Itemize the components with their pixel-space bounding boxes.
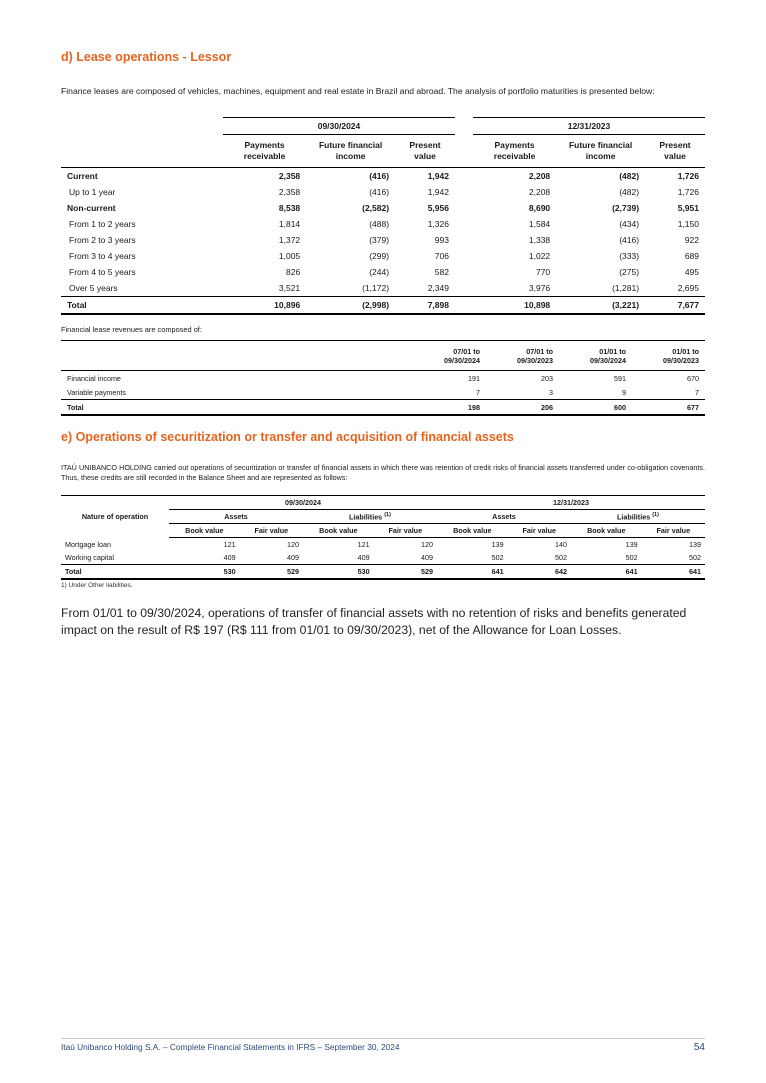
table-row — [61, 371, 705, 386]
cell-value: 121 — [223, 540, 236, 549]
col-header: Future financial income — [556, 135, 645, 168]
footnote: 1) Under Other liabilities. — [61, 582, 133, 589]
cell-value: 2,358 — [278, 187, 301, 197]
table-row — [61, 184, 705, 200]
cell-value: (379) — [369, 235, 390, 245]
table-row — [61, 248, 705, 264]
revenue-period-header: 01/01 to 09/30/2024 — [559, 341, 632, 371]
spacer — [455, 184, 473, 200]
col-header: Future financial income — [306, 135, 395, 168]
cell-value: 2,208 — [528, 187, 551, 197]
cell-value: 409 — [303, 551, 374, 565]
spacer — [455, 216, 473, 232]
cell-value: 3,521 — [278, 283, 301, 293]
total-row — [61, 400, 705, 416]
lease-maturity-table — [61, 117, 705, 315]
table-row — [61, 538, 705, 552]
cell-value: 2,208 — [528, 171, 551, 181]
revenue-caption: Financial lease revenues are composed of: — [61, 325, 202, 334]
cell-value: 1,326 — [427, 219, 449, 229]
row-label: Non-current — [67, 203, 116, 213]
cell-value: 1,726 — [677, 187, 699, 197]
cell-value: 409 — [374, 551, 437, 565]
cell-value: 409 — [169, 551, 240, 565]
section-d-title: d) Lease operations - Lessor — [61, 50, 232, 64]
total-row — [61, 565, 705, 580]
table-row — [61, 280, 705, 297]
cell-value: (244) — [369, 267, 390, 277]
cell-value: 191 — [468, 373, 480, 383]
cell-value: 139 — [625, 540, 638, 549]
cell-value: 139 — [491, 540, 504, 549]
cell-value: 670 — [687, 373, 699, 383]
cell-value: (416) — [369, 171, 390, 181]
spacer — [455, 297, 473, 315]
table-row — [61, 551, 705, 565]
spacer — [455, 232, 473, 248]
cell-value: (275) — [619, 267, 640, 277]
row-label: Mortgage loan — [65, 539, 111, 549]
spacer — [455, 248, 473, 264]
cell-value: 10,896 — [223, 297, 306, 315]
cell-value: 1,022 — [528, 251, 551, 261]
spacer — [455, 168, 473, 185]
footer-text: Itaú Unibanco Holding S.A. – Complete Financial Statements in IFRS – September 30, 2024 — [61, 1042, 400, 1052]
cell-value: 140 — [554, 540, 567, 549]
nature-header: Nature of operation — [61, 496, 169, 538]
cell-value: 1,814 — [278, 219, 301, 229]
cell-value: 5,951 — [677, 203, 699, 213]
cell-value: 1,372 — [278, 235, 301, 245]
table-row — [61, 232, 705, 248]
col-header: Present value — [645, 135, 705, 168]
row-label: From 3 to 4 years — [69, 251, 136, 261]
cell-value: 600 — [559, 400, 632, 416]
cell-value: (416) — [619, 235, 640, 245]
cell-value: (482) — [619, 171, 640, 181]
cell-value: (299) — [369, 251, 390, 261]
spacer — [455, 280, 473, 297]
row-label: From 1 to 2 years — [69, 219, 136, 229]
section-e-title: e) Operations of securitization or transfer and acquisition of financial assets — [61, 430, 514, 444]
table-row — [61, 216, 705, 232]
cell-value: 1,584 — [528, 219, 551, 229]
row-label: Up to 1 year — [69, 187, 116, 197]
fair-value-header: Fair value — [240, 524, 303, 538]
cell-value: (2,582) — [362, 203, 390, 213]
cell-value: 826 — [285, 267, 301, 277]
cell-value: 529 — [374, 565, 437, 580]
revenue-period-header: 01/01 to 09/30/2023 — [632, 341, 705, 371]
cell-value: 530 — [169, 565, 240, 580]
fair-value-header: Fair value — [374, 524, 437, 538]
cell-value: 409 — [240, 551, 303, 565]
cell-value: 770 — [535, 267, 551, 277]
cell-value: 7 — [632, 385, 705, 400]
cell-value: (3,221) — [556, 297, 645, 315]
col-header: Payments receivable — [473, 135, 556, 168]
table-row — [61, 168, 705, 185]
liabilities-header: Liabilities $^{(1)}$ — [303, 510, 437, 524]
cell-value: 2,358 — [278, 171, 301, 181]
securitization-table — [61, 495, 705, 580]
section-d-intro: Finance leases are composed of vehicles, machines, equipment and real estate in Brazil and abroad. The analysis of portfolio maturities is presented below: — [61, 86, 655, 96]
period-header-2024: 09/30/2024 — [169, 496, 437, 510]
cell-value: 206 — [486, 400, 559, 416]
period-header-2023: 12/31/2023 — [437, 496, 705, 510]
cell-value: 1,942 — [427, 187, 449, 197]
cell-value: 529 — [240, 565, 303, 580]
page-number: 54 — [693, 1042, 705, 1053]
cell-value: 677 — [632, 400, 705, 416]
cell-value: (333) — [619, 251, 640, 261]
cell-value: 2,349 — [427, 283, 449, 293]
row-label: Over 5 years — [69, 283, 118, 293]
book-value-header: Book value — [571, 524, 642, 538]
cell-value: 641 — [437, 565, 508, 580]
cell-value: 139 — [689, 540, 701, 549]
cell-value: 502 — [571, 551, 642, 565]
cell-value: (482) — [619, 187, 640, 197]
cell-value: 7 — [413, 385, 486, 400]
period-header-2023: 12/31/2023 — [473, 118, 705, 135]
cell-value: 642 — [508, 565, 571, 580]
cell-value: 689 — [684, 251, 699, 261]
cell-value: 198 — [413, 400, 486, 416]
cell-value: 502 — [437, 551, 508, 565]
total-row — [61, 297, 705, 315]
lease-revenue-table — [61, 340, 705, 416]
cell-value: 120 — [286, 540, 299, 549]
assets-header: Assets — [169, 510, 303, 524]
row-label: Total — [61, 297, 223, 315]
cell-value: 641 — [571, 565, 642, 580]
row-label: From 2 to 3 years — [69, 235, 136, 245]
cell-value: 591 — [614, 373, 626, 383]
row-label: Working capital — [61, 551, 169, 565]
liabilities-header: Liabilities $^{(1)}$ — [571, 510, 705, 524]
cell-value: 706 — [434, 251, 449, 261]
row-label: Variable payments — [61, 385, 413, 400]
cell-value: 641 — [642, 565, 705, 580]
table-row — [61, 264, 705, 280]
cell-value: 5,956 — [427, 203, 449, 213]
cell-value: (2,998) — [306, 297, 395, 315]
book-value-header: Book value — [303, 524, 374, 538]
footer-divider — [61, 1038, 705, 1039]
table-row — [61, 200, 705, 216]
cell-value: (2,739) — [612, 203, 640, 213]
fair-value-header: Fair value — [508, 524, 571, 538]
cell-value: 1,726 — [677, 171, 699, 181]
row-label: From 4 to 5 years — [69, 267, 136, 277]
cell-value: 495 — [684, 267, 699, 277]
book-value-header: Book value — [437, 524, 508, 538]
revenue-period-header: 07/01 to 09/30/2024 — [413, 341, 486, 371]
cell-value: 203 — [541, 373, 553, 383]
cell-value: (434) — [619, 219, 640, 229]
cell-value: 1,005 — [278, 251, 301, 261]
assets-header: Assets — [437, 510, 571, 524]
cell-value: 9 — [559, 385, 632, 400]
closing-paragraph: From 01/01 to 09/30/2024, operations of transfer of financial assets with no retention of risks and benefits generated impact on the result of R$ 197 (R$ 111 from 01/01 to 09/30/2023), net of the Allowance for Loan Losses. — [61, 606, 687, 637]
cell-value: 502 — [508, 551, 571, 565]
col-header: Present value — [395, 135, 455, 168]
cell-value: 3 — [486, 385, 559, 400]
cell-value: 922 — [684, 235, 699, 245]
period-header-2024: 09/30/2024 — [223, 118, 455, 135]
cell-value: 1,150 — [677, 219, 699, 229]
cell-value: 1,942 — [427, 171, 449, 181]
cell-value: 7,677 — [645, 297, 705, 315]
row-label: Current — [67, 171, 98, 181]
cell-value: 502 — [642, 551, 705, 565]
cell-value: 1,338 — [528, 235, 551, 245]
cell-value: 993 — [434, 235, 449, 245]
cell-value: (1,281) — [612, 283, 640, 293]
spacer — [455, 200, 473, 216]
book-value-header: Book value — [169, 524, 240, 538]
cell-value: 8,690 — [528, 203, 551, 213]
row-label: Total — [61, 565, 169, 580]
cell-value: 2,695 — [677, 283, 699, 293]
cell-value: 582 — [434, 267, 449, 277]
cell-value: 8,538 — [278, 203, 301, 213]
cell-value: (488) — [369, 219, 390, 229]
spacer — [455, 264, 473, 280]
cell-value: 530 — [303, 565, 374, 580]
cell-value: 10,898 — [473, 297, 556, 315]
cell-value: 7,898 — [395, 297, 455, 315]
fair-value-header: Fair value — [642, 524, 705, 538]
row-label: Total — [61, 400, 413, 416]
cell-value: 120 — [420, 540, 433, 549]
table-row — [61, 385, 705, 400]
section-e-intro: ITAÚ UNIBANCO HOLDING carried out operations of securitization or transfer of financial assets in which there was retention of credit risks of financial assets transferred under co-obligation covenants. Thus, these credits are still recorded in the Balance Sheet and are represented as follows: — [61, 463, 705, 482]
row-label: Financial income — [67, 373, 121, 383]
cell-value: (416) — [369, 187, 390, 197]
cell-value: 121 — [357, 540, 370, 549]
revenue-period-header: 07/01 to 09/30/2023 — [486, 341, 559, 371]
cell-value: (1,172) — [362, 283, 390, 293]
cell-value: 3,976 — [528, 283, 551, 293]
col-header: Payments receivable — [223, 135, 306, 168]
